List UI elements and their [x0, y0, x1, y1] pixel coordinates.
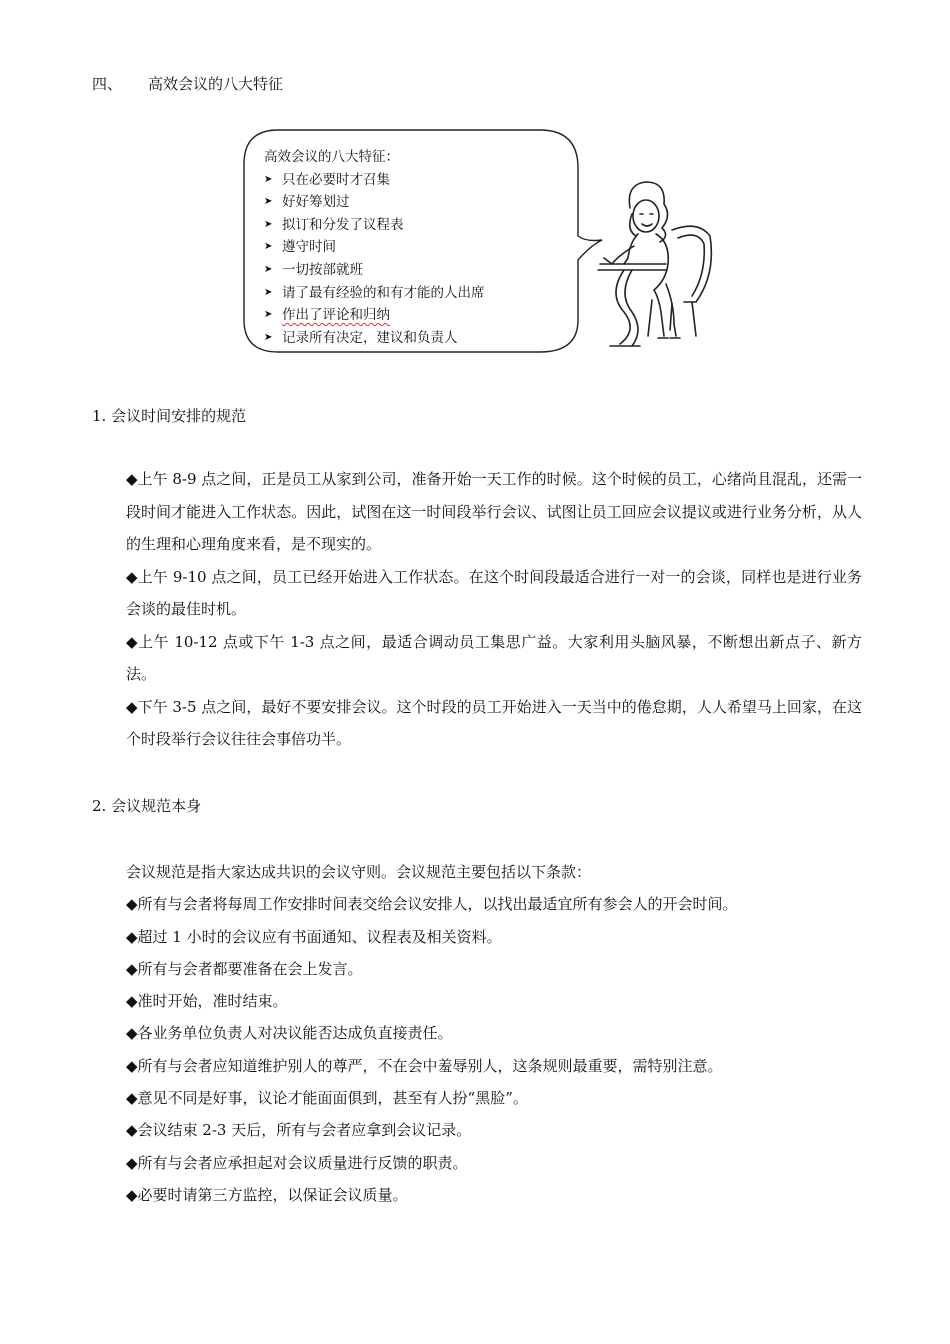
arrow-bullet-icon: ➤: [264, 218, 273, 230]
bubble-list-item: ➤ 记录所有决定，建议和负责人: [264, 327, 485, 350]
bubble-list-item: ➤ 拟订和分发了议程表: [264, 214, 485, 237]
list-item: ◆超过 1 小时的会议应有书面通知、议程表及相关资料。: [126, 927, 502, 946]
arrow-bullet-icon: ➤: [264, 309, 273, 321]
paragraph: ◆上午 10-12 点或下午 1-3 点之间，最适合调动员工集思广益。大家利用头脑风暴，不断想出新点子、新方法。: [126, 632, 862, 683]
list-item: ◆所有与会者都要准备在会上发言。: [126, 959, 363, 978]
section2-heading: 2. 会议规范本身: [92, 797, 202, 815]
section4-number: 四、: [92, 75, 123, 93]
list-item: ◆所有与会者应知道维护别人的尊严，不在会中羞辱别人，这条规则最重要，需特别注意。: [126, 1056, 723, 1075]
bubble-list-item: ➤ 好好筹划过: [264, 191, 485, 214]
bubble-list-item: ➤ 请了最有经验的和有才能的人出席: [264, 282, 485, 305]
bubble-list-item: ➤ 只在必要时才召集: [264, 169, 485, 192]
speech-bubble-text: [264, 146, 485, 349]
arrow-bullet-icon: ➤: [264, 331, 273, 343]
section1-heading: 1. 会议时间安排的规范: [92, 407, 247, 425]
arrow-bullet-icon: ➤: [264, 263, 273, 275]
section2-body: [126, 856, 862, 1211]
section4-title: 高效会议的八大特征: [148, 75, 284, 93]
arrow-bullet-icon: ➤: [264, 286, 273, 298]
paragraph: ◆上午 8-9 点之间，正是员工从家到公司，准备开始一天工作的时候。这个时候的员工，心绪尚且混乱，还需一段时间才能进入工作状态。因此，试图在这一时间段举行会议、试图让员工回应会议提议或进行业务分析，从人的生理和心理角度来看，是不现实的。: [126, 470, 862, 553]
list-item: ◆会议结束 2-3 天后，所有与会者应拿到会议记录。: [126, 1121, 472, 1140]
list-item: ◆必要时请第三方监控，以保证会议质量。: [126, 1185, 408, 1204]
woman-at-table-illustration: [598, 182, 711, 346]
list-item: ◆准时开始，准时结束。: [126, 992, 288, 1011]
list-item: ◆所有与会者将每周工作安排时间表交给会议安排人，以找出最适宜所有参会人的开会时间。: [126, 895, 738, 914]
list-item: ◆意见不同是好事，议论才能面面俱到，甚至有人扮“黑脸”。: [126, 1089, 528, 1108]
bubble-list-item: ➤ 遵守时间: [264, 236, 485, 259]
list-item: ◆各业务单位负责人对决议能否达成负直接责任。: [126, 1024, 453, 1043]
paragraph: ◆下午 3-5 点之间，最好不要安排会议。这个时段的员工开始进入一天当中的倦怠期，人人希望马上回家，在这个时段举行会议往往会事倍功半。: [126, 697, 862, 748]
bubble-list-item: ➤ 一切按部就班: [264, 259, 485, 282]
arrow-bullet-icon: ➤: [264, 241, 273, 253]
paragraph: ◆上午 9-10 点之间，员工已经开始进入工作状态。在这个时间段最适合进行一对一的会谈，同样也是进行业务会谈的最佳时机。: [126, 567, 862, 618]
bubble-list-item: ➤ 作出了评论和归纳: [264, 304, 485, 327]
bubble-title: 高效会议的八大特征：: [264, 149, 399, 165]
list-item: ◆所有与会者应承担起对会议质量进行反馈的职责。: [126, 1153, 468, 1172]
section2-intro: 会议规范是指大家达成共识的会议守则。会议规范主要包括以下条款：: [126, 863, 592, 881]
arrow-bullet-icon: ➤: [264, 173, 273, 185]
section1-body: [126, 463, 862, 756]
arrow-bullet-icon: ➤: [264, 196, 273, 208]
